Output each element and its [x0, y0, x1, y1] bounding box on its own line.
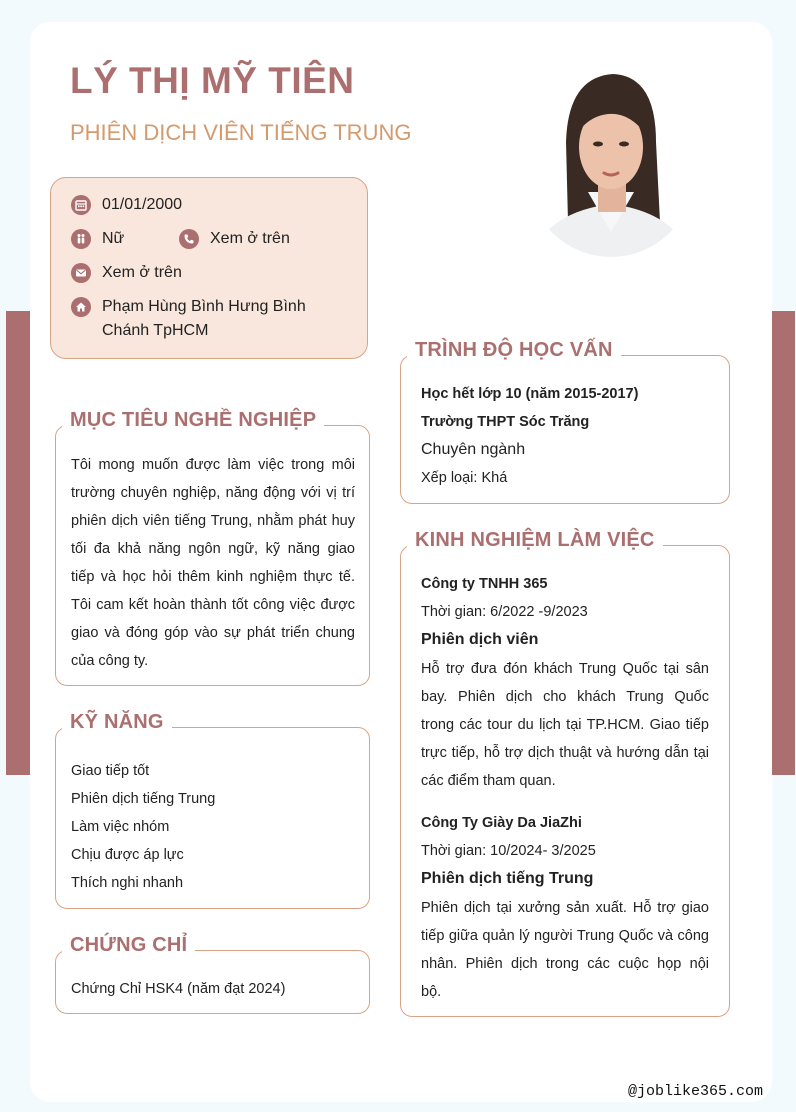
job-description: Hỗ trợ đưa đón khách Trung Quốc tại sân bay. Phiên dịch cho khách Trung Quốc trong các tour du lịch tại TP.HCM. Giao tiếp trực tiếp, hỗ trợ dịch thuật và hướng dẫn tại các điểm tham quan.	[421, 661, 709, 789]
birthdate-value: 01/01/2000	[102, 196, 183, 213]
job-role: Phiên dịch tiếng Trung	[421, 870, 594, 887]
email-value: Xem ở trên	[102, 264, 182, 281]
education-major: Chuyên ngành	[421, 441, 526, 458]
education-grade: Xếp loại: Khá	[421, 470, 508, 486]
left-accent-bar	[6, 311, 30, 775]
email-row	[71, 263, 182, 285]
certificates-heading: CHỨNG CHỈ	[62, 934, 195, 957]
education-heading: TRÌNH ĐỘ HỌC VẤN	[407, 339, 621, 362]
phone-icon	[179, 229, 199, 249]
career-goal-heading: MỤC TIÊU NGHỀ NGHIỆP	[62, 409, 324, 432]
skill-item: Thích nghi nhanh	[71, 875, 184, 891]
candidate-name: LÝ THỊ MỸ TIÊN	[70, 60, 355, 101]
phone-row	[179, 229, 290, 251]
home-icon	[71, 297, 91, 317]
skills-heading: KỸ NĂNG	[62, 711, 172, 734]
skill-item: Làm việc nhóm	[71, 819, 170, 835]
education-school: Trường THPT Sóc Trăng	[421, 414, 590, 430]
job-company: Công Ty Giày Da JiaZhi	[421, 815, 582, 831]
job-title: PHIÊN DỊCH VIÊN TIẾNG TRUNG	[70, 120, 412, 145]
envelope-icon	[71, 263, 91, 283]
career-goal-text: Tôi mong muốn được làm việc trong môi trường chuyên nghiệp, năng động với vị trí phiên dịch viên tiếng Trung, nhằm phát huy tối đa khả năng ngôn ngữ, kỹ năng giao tiếp và học hỏi thêm kinh nghiệm thực tế. Tôi cam kết hoàn thành tốt công việc được giao và đóng góp vào sự phát triển chung của công ty.	[71, 457, 355, 669]
gender-value: Nữ	[102, 230, 125, 247]
address-row	[71, 297, 306, 343]
job-period: Thời gian: 10/2024- 3/2025	[421, 843, 596, 859]
education-level: Học hết lớp 10 (năm 2015-2017)	[421, 386, 639, 402]
address-value: Phạm Hùng Bình Hưng Bình Chánh TpHCM	[102, 298, 306, 339]
experience-heading: KINH NGHIỆM LÀM VIỆC	[407, 529, 663, 552]
skill-item: Chịu được áp lực	[71, 847, 184, 863]
calendar-icon	[71, 195, 91, 215]
gender-row	[71, 229, 124, 251]
skill-item: Phiên dịch tiếng Trung	[71, 791, 216, 807]
gender-icon	[71, 229, 91, 249]
profile-photo	[528, 72, 694, 257]
birthdate-row	[71, 195, 182, 217]
phone-value: Xem ở trên	[210, 230, 290, 247]
right-accent-bar	[772, 311, 795, 775]
certificate-item: Chứng Chỉ HSK4 (năm đạt 2024)	[71, 981, 286, 997]
job-period: Thời gian: 6/2022 -9/2023	[421, 604, 588, 620]
footer-handle: @joblike365.com	[628, 1083, 764, 1100]
skill-item: Giao tiếp tốt	[71, 763, 150, 779]
job-company: Công ty TNHH 365	[421, 576, 548, 592]
job-role: Phiên dịch viên	[421, 631, 539, 648]
job-description: Phiên dịch tại xưởng sản xuất. Hỗ trợ giao tiếp giữa quản lý người Trung Quốc và công nhân. Phiên dịch trong các cuộc họp nội bộ.	[421, 900, 709, 1000]
